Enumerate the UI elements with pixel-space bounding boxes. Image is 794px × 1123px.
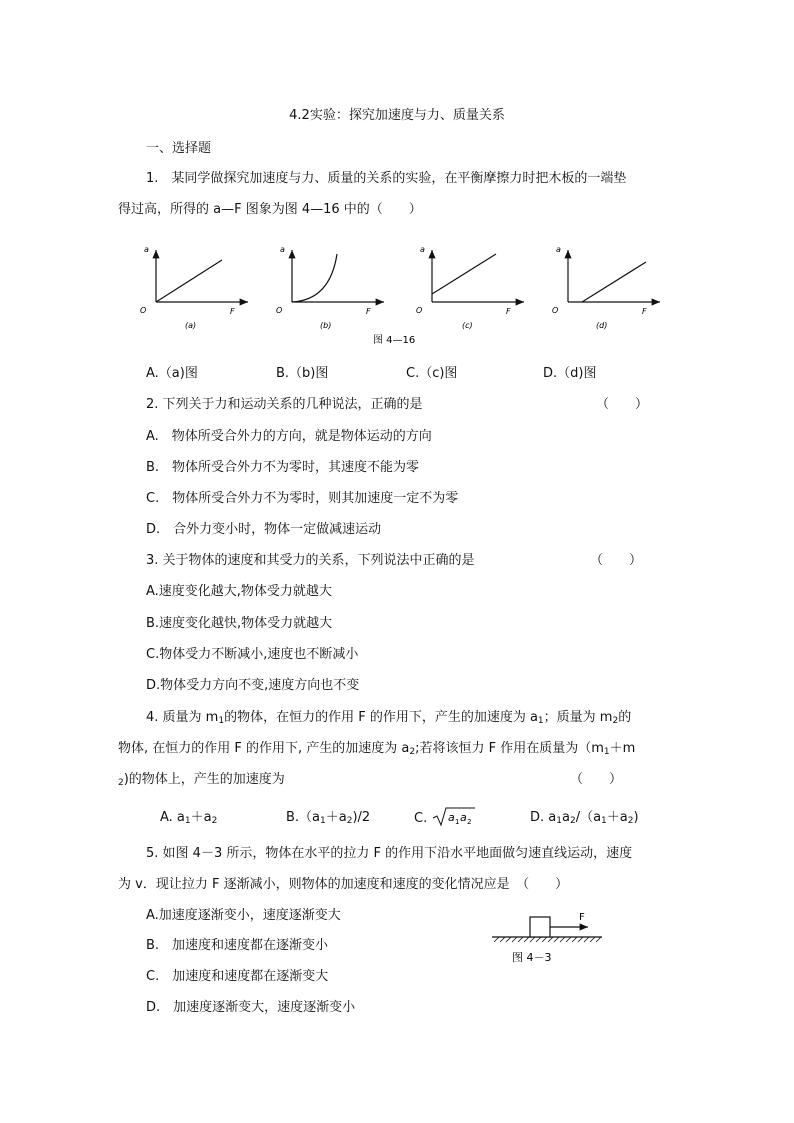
q1-option-c: C.（c)图: [406, 366, 458, 381]
q5-option-c: C. 加速度和速度都在逐渐变大: [146, 969, 329, 984]
graph-d-xlabel: F: [642, 307, 647, 316]
graph-c-ylabel: a: [420, 245, 425, 254]
q3-option-d: D.物体受力方向不变,速度方向也不变: [146, 678, 360, 693]
q4-stem-line3: $_2$)的物体上，产生的加速度为: [118, 772, 285, 788]
q5-stem-line2: 为 v．现让拉力 F 逐渐减小，则物体的加速度和速度的变化情况应是 （ ）: [118, 877, 569, 892]
q1-stem-line1: 1. 某同学做探究加速度与力、质量的关系的实验，在平衡摩擦力时把木板的一端垫: [146, 171, 627, 186]
q1-option-a: A.（a)图: [146, 366, 198, 381]
q2-option-d: D. 合外力变小时，物体一定做减速运动: [146, 522, 382, 537]
graph-d: [552, 245, 660, 330]
graph-c-xlabel: F: [506, 307, 511, 316]
q5-stem-line1: 5. 如图 4－3 所示，物体在水平的拉力 F 的作用下沿水平地面做匀速直线运动，速度: [146, 846, 633, 861]
figure-4-3: [488, 905, 608, 970]
graph-a-ylabel: a: [144, 245, 149, 254]
graph-b-xlabel: F: [366, 307, 371, 316]
q1-stem-line2: 得过高，所得的 a—F 图象为图 4—16 中的（ ）: [118, 202, 422, 217]
section-heading: 一、选择题: [146, 141, 212, 156]
q5-option-a: A.加速度逐渐变小，速度逐渐变大: [146, 908, 341, 923]
graph-c-line: [432, 254, 496, 294]
q2-option-c: C. 物体所受合外力不为零时，则其加速度一定不为零: [146, 491, 459, 506]
graph-b-caption: (b): [320, 321, 332, 330]
graph-b-curve: [292, 254, 337, 302]
svg-text:1: 1: [455, 818, 460, 826]
graph-a-caption: (a): [185, 321, 197, 330]
graph-a-origin: O: [140, 306, 147, 315]
graph-a-xlabel: F: [230, 307, 235, 316]
graph-b-origin: O: [276, 306, 283, 315]
page-title: 4.2实验：探究加速度与力、质量关系: [289, 108, 505, 123]
q4-stem-line2: 物体, 在恒力的作用 F 的作用下, 产生的加速度为 $a_2$;若将该恒力 F 作用在质量为（$m_1+m$: [118, 741, 636, 757]
graph-c: [416, 245, 524, 330]
q2-stem: 2. 下列关于力和运动关系的几种说法，正确的是: [146, 397, 423, 412]
q4-option-a: A. $a_1+a_2$: [160, 810, 218, 826]
svg-text:2: 2: [467, 818, 472, 826]
graph-d-line: [582, 262, 646, 302]
graph-a-line: [156, 260, 222, 302]
q3-option-c: C.物体受力不断减小,速度也不断减小: [146, 647, 359, 662]
q2-option-a: A. 物体所受合外力的方向，就是物体运动的方向: [146, 429, 432, 444]
q2-answer-paren: （ ）: [596, 397, 649, 412]
graph-d-caption: (d): [596, 321, 608, 330]
q5-option-b: B. 加速度和速度都在逐渐变小: [146, 938, 329, 953]
force-label: F: [579, 912, 585, 923]
sqrt-symbol: [431, 806, 477, 828]
figure-4-16-caption: 图 4—16: [373, 335, 416, 346]
q1-option-b: B.（b)图: [276, 366, 329, 381]
q4-answer-paren: （ ）: [570, 772, 623, 787]
q4-stem-line1: 4. 质量为 $m_1$的物体，在恒力的作用 F 的作用下，产生的加速度为 $a_1$；质量为 $m_2$的: [146, 710, 632, 726]
figure-4-3-caption: 图 4－3: [512, 951, 552, 964]
q4-option-b: $B.(a_1+a_2)/2$: [286, 810, 371, 826]
graph-d-origin: O: [552, 306, 559, 315]
q3-option-a: A.速度变化越大,物体受力就越大: [146, 584, 332, 599]
graph-a: [140, 245, 248, 330]
figure-4-16: [130, 232, 680, 347]
ground-hatch: [494, 937, 601, 942]
q4-option-d: D. $a_1a_2/(a_1+a_2)$: [530, 810, 639, 826]
graph-c-origin: O: [416, 306, 423, 315]
svg-text:a: a: [448, 811, 456, 824]
block: [530, 917, 550, 937]
q2-option-b: B. 物体所受合外力不为零时，其速度不能为零: [146, 460, 420, 475]
q3-stem: 3. 关于物体的速度和其受力的关系，下列说法中正确的是: [146, 553, 475, 568]
q1-option-d: D.（d)图: [543, 366, 597, 381]
q5-option-d: D. 加速度逐渐变大，速度逐渐变小: [146, 1000, 356, 1015]
svg-text:a: a: [460, 811, 468, 824]
q3-answer-paren: （ ）: [590, 553, 643, 568]
graph-b: [276, 245, 384, 330]
q3-option-b: B.速度变化越快,物体受力就越大: [146, 616, 333, 631]
graph-c-caption: (c): [462, 321, 473, 330]
q4-option-c: C. a 1 a 2: [414, 806, 477, 828]
graph-d-ylabel: a: [556, 245, 561, 254]
graph-b-ylabel: a: [280, 245, 285, 254]
